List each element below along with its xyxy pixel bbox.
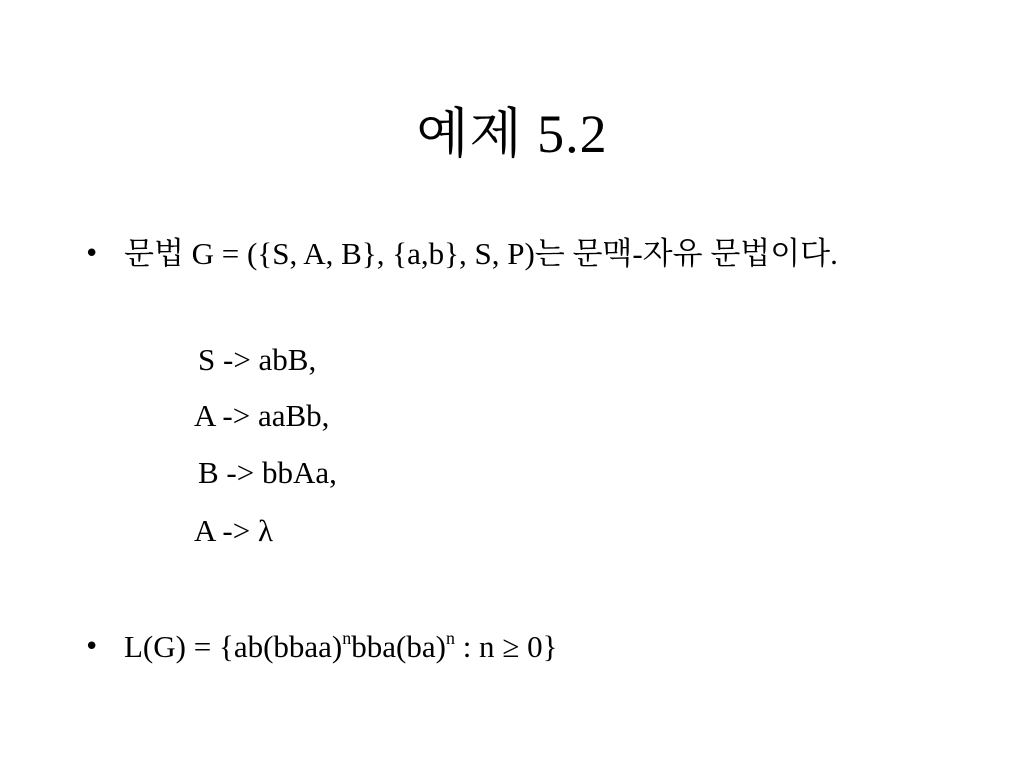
bullet-item-language xyxy=(84,623,944,671)
language-definition-text xyxy=(124,623,944,671)
exponent-n: n xyxy=(445,627,455,648)
exponent-n: n xyxy=(342,627,352,648)
grammar-definition-text: 문법 G = ({S, A, B}, {a,b}, S, P)는 문맥-자유 문법이다. xyxy=(124,236,838,271)
production-rule: A -> aaBb, xyxy=(194,398,330,433)
bullet-item-grammar xyxy=(84,230,944,278)
language-prefix: L(G) = {ab(bbaa) xyxy=(124,629,343,664)
language-suffix: : n ≥ 0} xyxy=(454,629,558,664)
production-rule: B -> bbAa, xyxy=(198,455,337,490)
production-rule: S -> abB, xyxy=(198,342,317,377)
production-rule: A -> λ xyxy=(194,513,274,548)
language-middle: bba(ba) xyxy=(351,629,446,664)
bullet-icon: • xyxy=(84,239,100,269)
slide-title: 예제 5.2 xyxy=(416,104,608,164)
bullet-icon: • xyxy=(84,632,100,662)
